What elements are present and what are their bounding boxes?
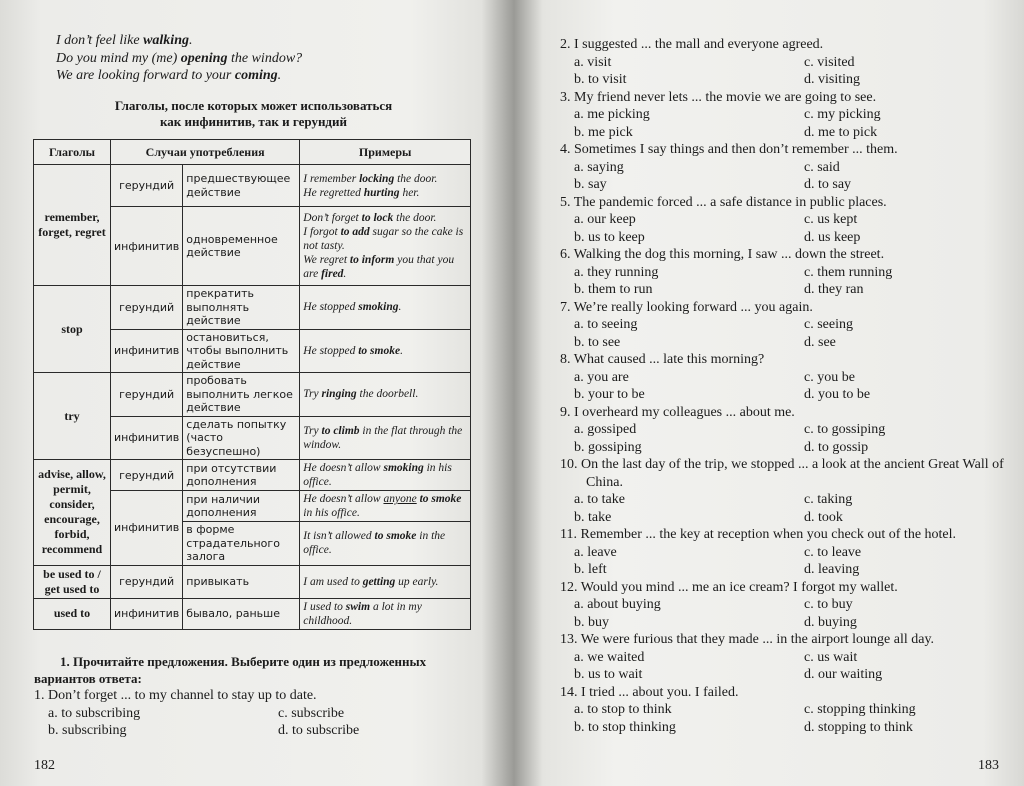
option-d: d. our waiting (804, 667, 883, 682)
question-4 (560, 141, 1005, 194)
question-13 (560, 631, 1005, 684)
answer-options (560, 701, 1005, 736)
option-a: a. to seeing (574, 317, 638, 332)
option-b: b. left (574, 562, 607, 577)
option-a: a. visit (574, 54, 612, 70)
answer-options (560, 369, 1005, 404)
option-b: b. to visit (574, 72, 627, 87)
example-cell: Try ringing the doorbell. (300, 373, 471, 417)
option-b: b. subscribing (48, 723, 127, 738)
table-row (34, 565, 471, 598)
answer-options (560, 264, 1005, 299)
answer-options (560, 421, 1005, 456)
question-text: 10. On the last day of the trip, we stopped ... a look at the ancient Great Wall of China. (560, 457, 1004, 490)
example-cell: Try to climb in the flat through the window. (300, 416, 471, 460)
case-cell: герундий (111, 286, 183, 330)
option-c: c. subscribe (278, 705, 345, 721)
case-cell: инфинитив (111, 416, 183, 460)
table-header-row (34, 140, 471, 165)
case-cell: герундий (111, 373, 183, 417)
grammar-table (33, 139, 471, 630)
option-c: c. to buy (804, 597, 853, 612)
verb-cell: remember, forget, regret (34, 165, 111, 286)
answer-options (560, 316, 1005, 351)
option-d: d. you to be (804, 387, 871, 402)
table-caption: Глаголы, после которых может использоваться как инфинитив, так и герундий (114, 98, 393, 129)
task-title: 1. Прочитайте предложения. Выберите один из предложенных вариантов ответа: (34, 654, 427, 686)
option-b: b. take (574, 509, 612, 525)
desc-cell: привыкать (183, 565, 300, 598)
case-cell: инфинитив (111, 207, 183, 286)
example-cell: Don’t forget to lock the door. I forgot to add sugar so the cake is not tasty. We regret to inform you that you are fired. (300, 207, 471, 286)
option-a: a. leave (574, 544, 617, 560)
question-10 (560, 456, 1005, 526)
intro-line: We are looking forward to your coming. (56, 68, 282, 83)
question-text: 9. I overheard my colleagues ... about me. (560, 404, 795, 420)
question-text: 8. What caused ... late this morning? (560, 352, 765, 367)
option-d: d. stopping to think (804, 719, 913, 735)
option-c: c. visited (804, 54, 855, 70)
intro-line: Do you mind my (me) opening the window? (56, 50, 303, 66)
case-cell: инфинитив (111, 598, 183, 629)
verb-cell: advise, allow, permit, consider, encourage, forbid, recommend (34, 460, 111, 566)
option-d: d. leaving (804, 562, 860, 577)
option-b: b. your to be (574, 387, 645, 402)
option-d: d. me to pick (804, 124, 878, 140)
column-header: Примеры (300, 140, 471, 165)
question-5 (560, 194, 1005, 247)
case-cell: инфинитив (111, 491, 183, 566)
question-text: 13. We were furious that they made ... in the airport lounge all day. (560, 632, 935, 647)
question-text: 5. The pandemic forced ... a safe distance in public places. (560, 194, 887, 210)
question-8 (560, 351, 1005, 404)
left-page (0, 0, 510, 786)
desc-cell: сделать попытку (часто безуспешно) (183, 416, 300, 460)
example-cell: He stopped smoking. (300, 286, 471, 330)
table-row (34, 165, 471, 207)
example-cell: I am used to getting up early. (300, 565, 471, 598)
case-cell: инфинитив (111, 329, 183, 373)
option-b: b. gossiping (574, 439, 642, 455)
option-b: b. us to keep (574, 229, 645, 245)
case-cell: герундий (111, 565, 183, 598)
option-b: b. buy (574, 614, 609, 630)
example-cell: I used to swim a lot in my childhood. (300, 598, 471, 629)
answer-options (560, 159, 1005, 194)
desc-cell: остановиться, чтобы выполнить действие (183, 329, 300, 373)
option-c: c. to gossiping (804, 422, 886, 437)
answer-options (560, 544, 1005, 579)
question-text: 2. I suggested ... the mall and everyone agreed. (560, 37, 824, 52)
option-a: a. gossiped (574, 422, 637, 437)
option-d: d. to subscribe (278, 723, 360, 738)
intro-line: I don’t feel like walking. (56, 33, 193, 48)
option-d: d. see (804, 334, 836, 350)
question-text: 7. We’re really looking forward ... you again. (560, 299, 813, 315)
question-text: 3. My friend never lets ... the movie we are going to see. (560, 89, 877, 105)
option-a: a. to subscribing (48, 705, 141, 721)
example-cell: He doesn’t allow anyone to smoke in his office. (300, 491, 471, 522)
option-a: a. saying (574, 159, 624, 175)
desc-cell: предшествующее действие (183, 165, 300, 207)
desc-cell: прекратить выполнять действие (183, 286, 300, 330)
example-cell: He doesn’t allow smoking in his office. (300, 460, 471, 491)
table-row (34, 373, 471, 417)
question-6 (560, 246, 1005, 299)
case-cell: герундий (111, 460, 183, 491)
example-cell: I remember locking the door. He regretted hurting her. (300, 165, 471, 207)
option-d: d. visiting (804, 72, 861, 87)
intro-examples (56, 32, 302, 85)
verb-cell: used to (34, 598, 111, 629)
question-text: 4. Sometimes I say things and then don’t remember ... them. (560, 142, 898, 157)
table-row (34, 598, 471, 629)
desc-cell: пробовать выполнить легкое действие (183, 373, 300, 417)
verb-cell: be used to / get used to (34, 565, 111, 598)
right-page (516, 0, 1024, 786)
answer-options (560, 106, 1005, 141)
question-text: 6. Walking the dog this morning, I saw ... down the street. (560, 247, 885, 262)
question-text: 1. Don’t forget ... to my channel to stay up to date. (34, 688, 317, 703)
question-list (560, 36, 1005, 736)
page-number-left: 182 (34, 758, 55, 773)
option-d: d. took (804, 509, 843, 525)
answer-options (560, 491, 1005, 526)
option-b: b. say (574, 177, 607, 192)
answer-options (560, 54, 1005, 89)
option-b: b. to see (574, 334, 621, 350)
option-c: c. them running (804, 264, 893, 280)
option-a: a. we waited (574, 649, 645, 665)
option-c: c. said (804, 159, 840, 175)
option-d: d. us keep (804, 229, 861, 245)
option-d: d. to gossip (804, 439, 869, 455)
page-number-right: 183 (978, 758, 999, 773)
verb-cell: stop (34, 286, 111, 373)
question-text: 12. Would you mind ... me an ice cream? I forgot my wallet. (560, 579, 898, 595)
desc-cell: при наличии дополнения (183, 491, 300, 522)
option-a: a. you are (574, 369, 629, 385)
option-d: d. they ran (804, 282, 864, 297)
column-header: Случаи употребления (111, 140, 300, 165)
table-row (34, 460, 471, 491)
option-c: c. you be (804, 369, 855, 385)
table-row (34, 286, 471, 330)
example-cell: It isn’t allowed to smoke in the office. (300, 522, 471, 566)
option-b: b. me pick (574, 124, 633, 140)
question-2 (560, 36, 1005, 89)
option-b: b. them to run (574, 282, 653, 297)
question-12 (560, 579, 1005, 632)
answer-options (560, 596, 1005, 631)
desc-cell: при отсутствии дополнения (183, 460, 300, 491)
column-header: Глаголы (34, 140, 111, 165)
answer-options (560, 649, 1005, 684)
option-a: a. to stop to think (574, 702, 672, 717)
option-a: a. our keep (574, 212, 636, 227)
answer-options (34, 705, 484, 740)
option-c: c. to leave (804, 544, 862, 560)
option-c: c. us kept (804, 212, 858, 227)
question-14 (560, 684, 1005, 737)
option-d: d. to say (804, 177, 852, 192)
desc-cell: бывало, раньше (183, 598, 300, 629)
option-b: b. us to wait (574, 667, 643, 682)
question-9 (560, 404, 1005, 457)
desc-cell: в форме страдательного залога (183, 522, 300, 566)
verb-cell: try (34, 373, 111, 460)
option-c: c. my picking (804, 107, 881, 122)
question-3 (560, 89, 1005, 142)
option-c: c. stopping thinking (804, 702, 916, 717)
option-a: a. about buying (574, 597, 661, 612)
answer-options (560, 211, 1005, 246)
example-cell: He stopped to smoke. (300, 329, 471, 373)
question-7 (560, 299, 1005, 352)
option-c: c. taking (804, 492, 853, 507)
option-b: b. to stop thinking (574, 719, 676, 735)
question-text: 11. Remember ... the key at reception when you check out of the hotel. (560, 527, 957, 542)
option-c: c. us wait (804, 649, 858, 665)
question-1 (34, 687, 484, 740)
case-cell: герундий (111, 165, 183, 207)
desc-cell: одновременное действие (183, 207, 300, 286)
option-a: a. to take (574, 492, 625, 507)
option-a: a. me picking (574, 107, 650, 122)
option-d: d. buying (804, 614, 857, 630)
question-text: 14. I tried ... about you. I failed. (560, 684, 739, 700)
option-a: a. they running (574, 264, 659, 280)
option-c: c. seeing (804, 317, 853, 332)
question-11 (560, 526, 1005, 579)
